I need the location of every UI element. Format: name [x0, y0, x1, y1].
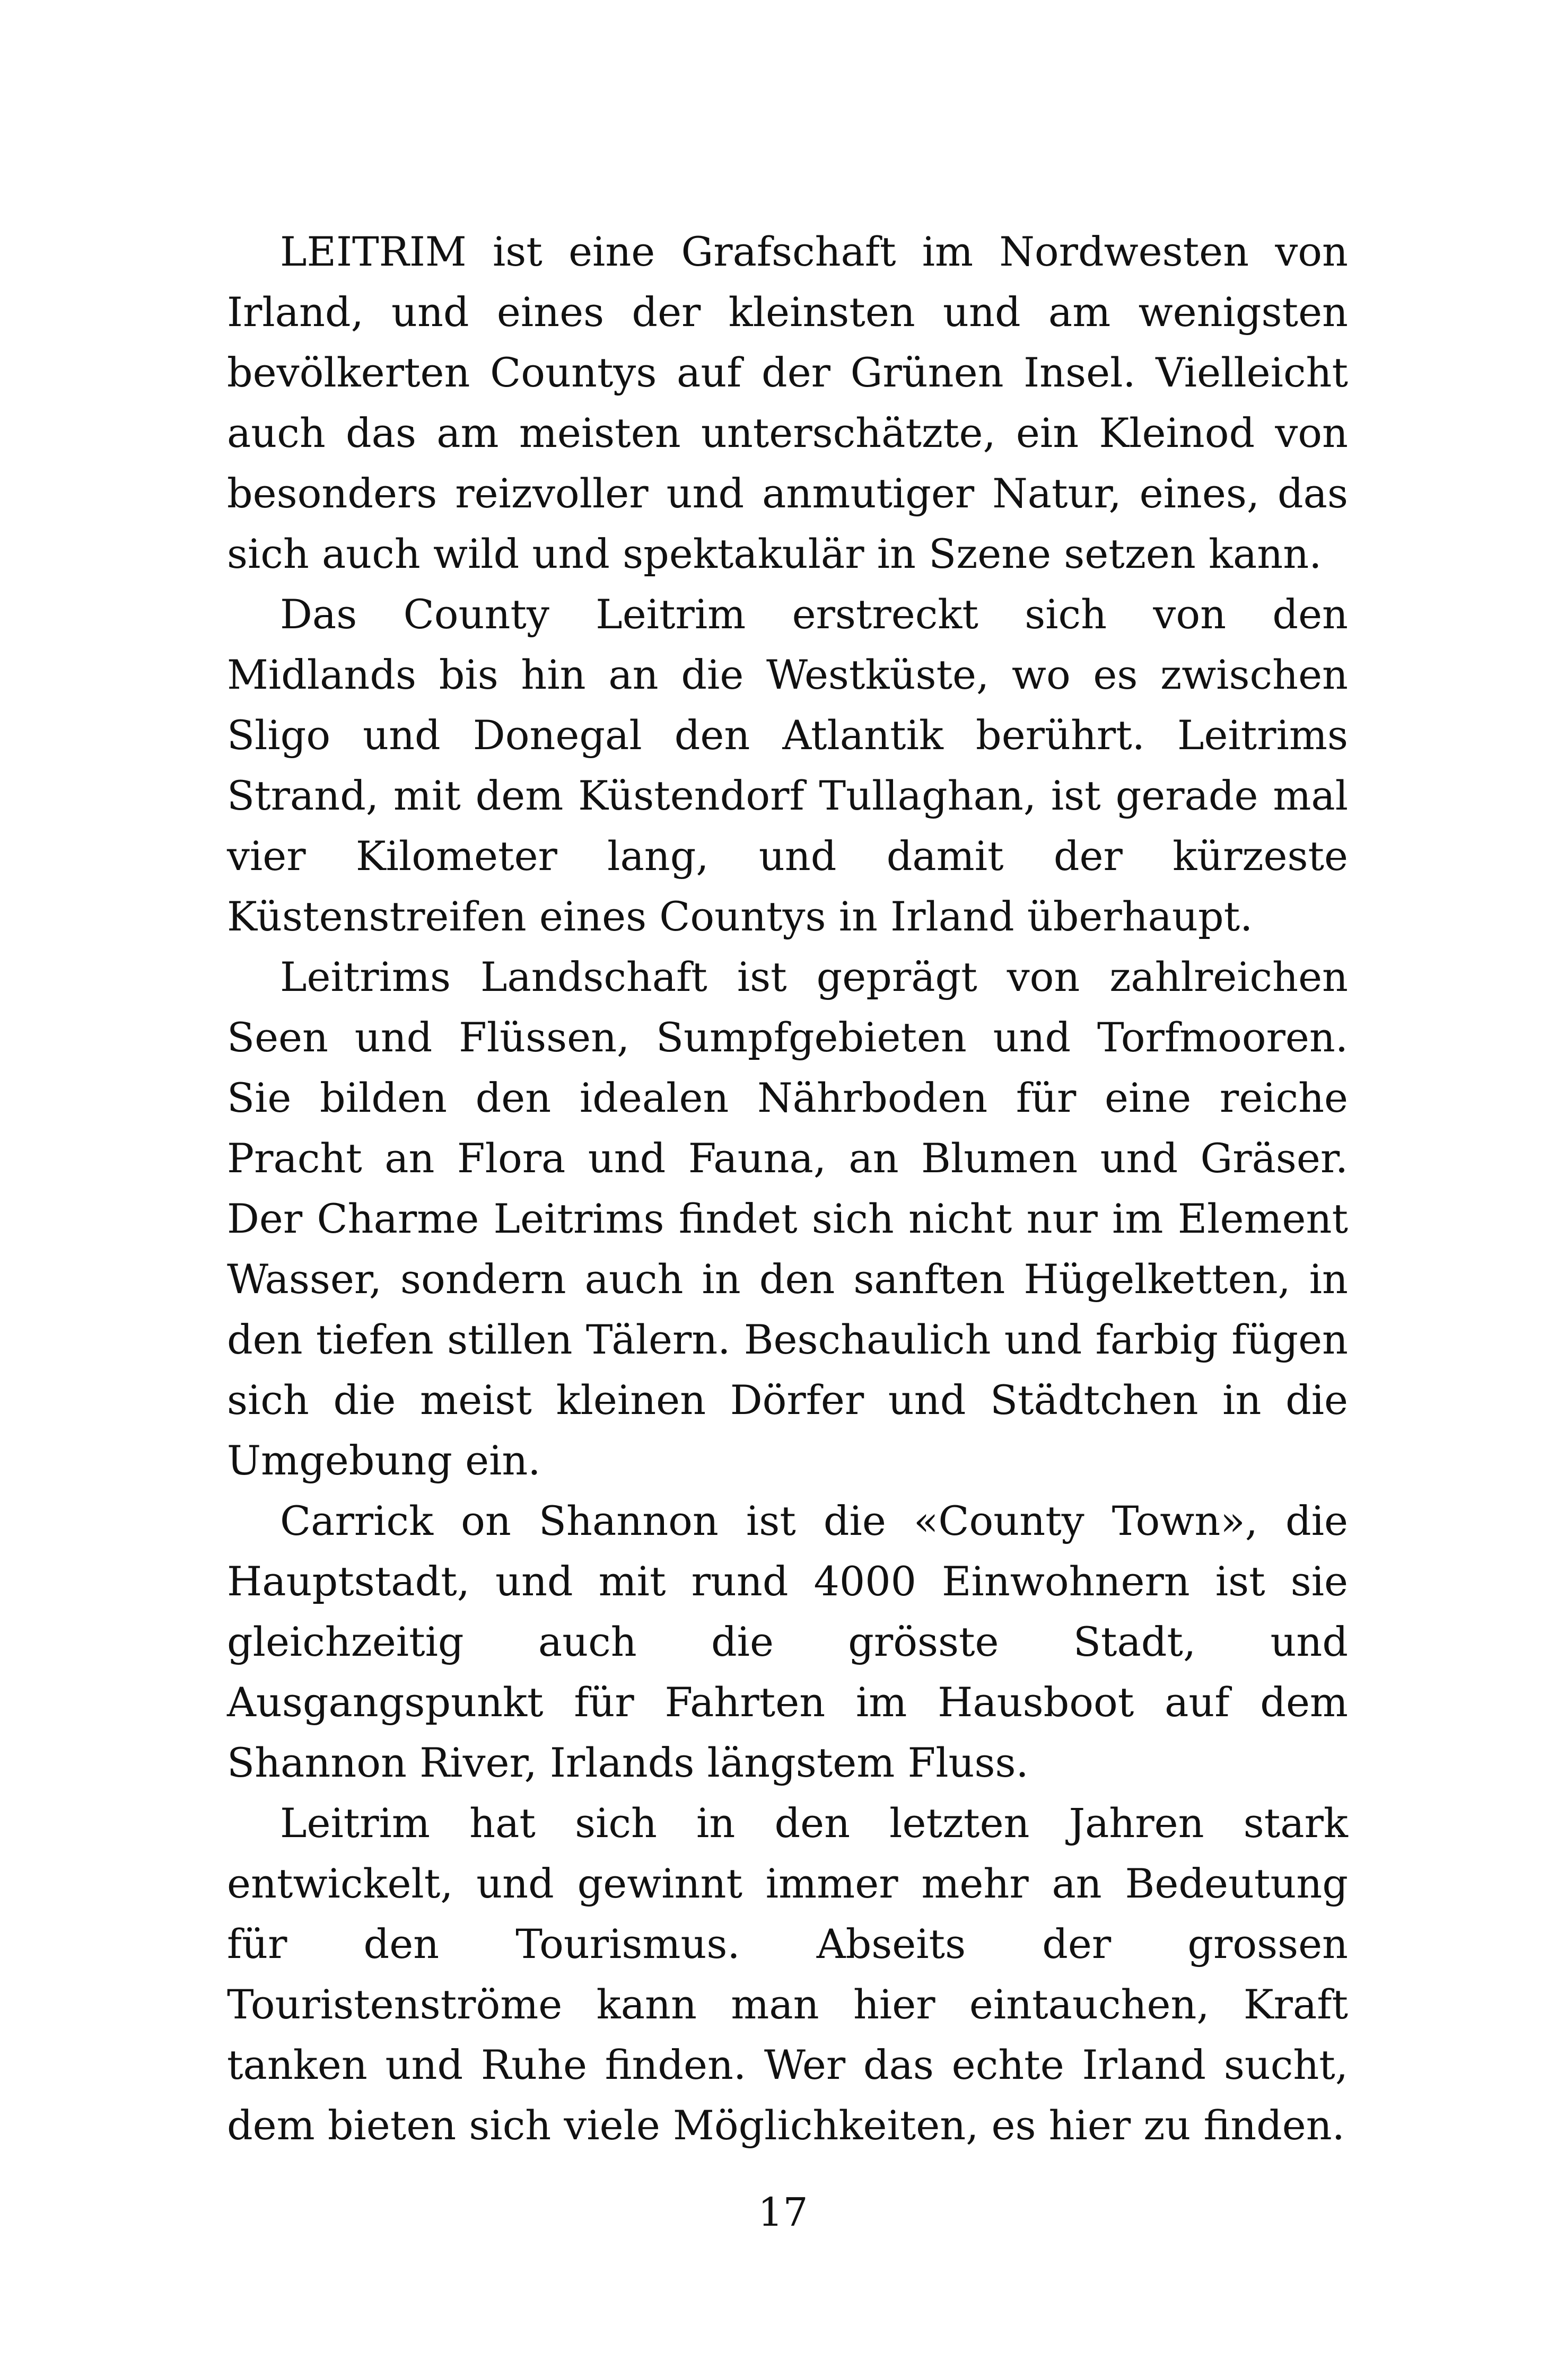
- paragraph-carrick-on-shannon: Carrick on Shannon ist die «County Town», die Hauptstadt, und mit rund 4000 Einwohnern ist sie gleichzeitig auch die grösste Stadt, und Ausgangspunkt für Fahrten im Hausboot auf dem Shannon River, Irlands längstem Fluss.: [227, 1497, 1348, 1786]
- paragraph-tourism: Leitrim hat sich in den letzten Jahren stark entwickelt, und gewinnt immer mehr an Bedeutung für den Tourismus. Abseits der grossen Touristenströme kann man hier eintauchen, Kraft tanken und Ruhe finden. Wer das echte Irland sucht, dem bieten sich viele Möglichkeiten, es hier zu finden.: [227, 1799, 1348, 2149]
- page-number: 17: [758, 2190, 808, 2235]
- body-text: [227, 222, 1348, 2156]
- paragraph-leitrim-intro: LEITRIM ist eine Grafschaft im Nordwesten von Irland, und eines der kleinsten und am wenigsten bevölkerten Countys auf der Grünen Insel. Vielleicht auch das am meisten unterschätzte, ein Kleinod von besonders reizvoller und anmutiger Natur, eines, das sich auch wild und spektakulär in Szene setzen kann.: [227, 228, 1348, 577]
- paragraph-landscape: Leitrims Landschaft ist geprägt von zahlreichen Seen und Flüssen, Sumpfgebieten und Torfmooren. Sie bilden den idealen Nährboden für eine reiche Pracht an Flora und Fauna, an Blumen und Gräser. Der Charme Leitrims findet sich nicht nur im Element Wasser, sondern auch in den sanften Hügelketten, in den tiefen stillen Tälern. Beschaulich und farbig fügen sich die meist kleinen Dörfer und Städtchen in die Umgebung ein.: [227, 953, 1348, 1484]
- paragraph-county-location: Das County Leitrim erstreckt sich von den Midlands bis hin an die Westküste, wo es zwischen Sligo und Donegal den Atlantik berührt. Leitrims Strand, mit dem Küstendorf Tullaghan, ist gerade mal vier Kilometer lang, und damit der kürzeste Küstenstreifen eines Countys in Irland überhaupt.: [227, 591, 1348, 940]
